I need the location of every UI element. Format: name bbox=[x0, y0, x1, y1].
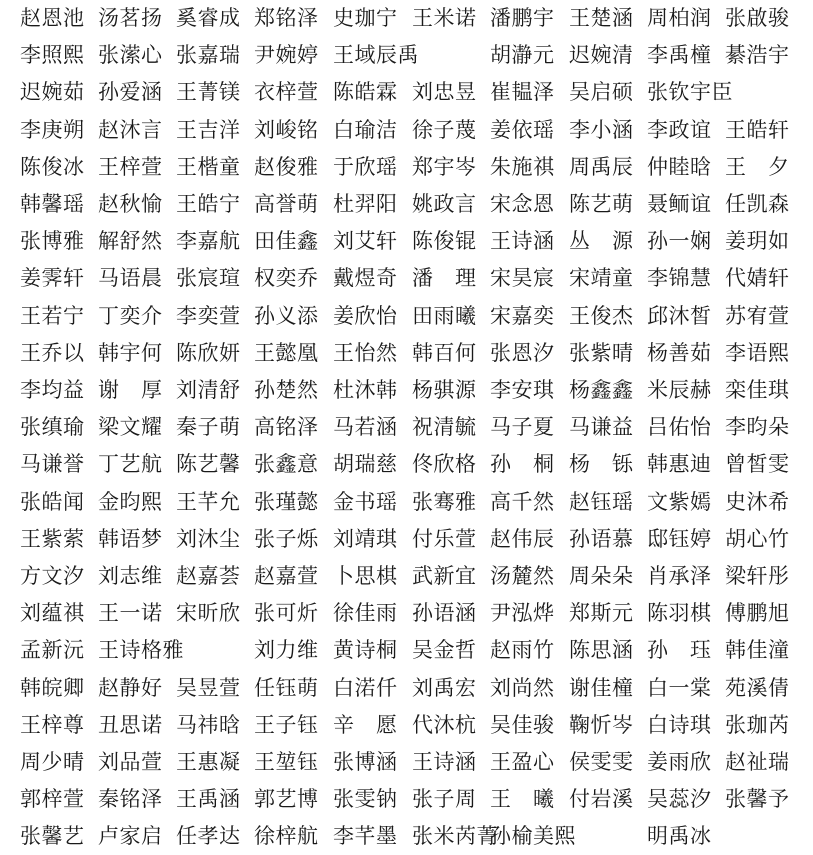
student-name: 李奕萱 bbox=[176, 303, 241, 328]
student-name: 黄诗桐 bbox=[333, 638, 398, 663]
student-name: 张皓闻 bbox=[20, 489, 85, 514]
student-name: 杨 铄 bbox=[569, 452, 634, 477]
student-name: 代沐杭 bbox=[412, 712, 477, 737]
student-name: 田雨曦 bbox=[412, 303, 477, 328]
student-name: 王盈心 bbox=[490, 750, 555, 774]
name-row bbox=[0, 186, 813, 223]
student-name: 邸钰婷 bbox=[647, 526, 712, 551]
student-name: 孙爱涵 bbox=[98, 80, 163, 105]
student-name: 赵恩池 bbox=[20, 6, 85, 30]
student-name: 姜玥如 bbox=[725, 229, 790, 254]
student-name: 陈艺萌 bbox=[569, 192, 634, 216]
student-name: 赵俊雅 bbox=[254, 154, 319, 179]
student-name: 徐子蔑 bbox=[412, 117, 477, 142]
student-name: 赵祉瑞 bbox=[725, 750, 790, 774]
student-name: 马祎晗 bbox=[176, 712, 241, 737]
student-name: 尹婉婷 bbox=[254, 43, 319, 68]
student-name: 韩惠迪 bbox=[647, 452, 712, 477]
student-name: 刘沐尘 bbox=[176, 526, 241, 551]
student-name: 王紫萦 bbox=[20, 526, 85, 551]
student-name: 周柏润 bbox=[647, 6, 712, 30]
student-name: 赵沐言 bbox=[98, 117, 163, 142]
student-name: 孙义添 bbox=[254, 303, 319, 328]
student-name: 吴佳骏 bbox=[490, 712, 555, 737]
student-name: 王懿凰 bbox=[254, 340, 319, 365]
student-name: 赵雨竹 bbox=[490, 638, 555, 663]
student-name: 赵静好 bbox=[98, 675, 163, 700]
student-name: 孙 桐 bbox=[490, 452, 555, 477]
student-name: 徐梓航 bbox=[254, 824, 319, 849]
student-name: 郑斯元 bbox=[569, 601, 634, 626]
student-name: 张米芮菁 bbox=[412, 824, 498, 849]
student-name: 陈欣妍 bbox=[176, 340, 241, 365]
student-name: 赵嘉萱 bbox=[254, 564, 319, 588]
student-name: 任钰萌 bbox=[254, 675, 319, 700]
student-name: 胡瀞元 bbox=[490, 43, 555, 68]
student-name: 仲睦晗 bbox=[647, 154, 712, 179]
name-row bbox=[0, 298, 813, 335]
student-name: 吴启硕 bbox=[569, 80, 634, 105]
student-name: 付岩溪 bbox=[569, 787, 634, 812]
student-name: 陈羽棋 bbox=[647, 601, 712, 626]
student-name: 鞠忻岑 bbox=[569, 712, 634, 737]
student-name: 邱沐皙 bbox=[647, 303, 712, 328]
student-name: 张钦宇臣 bbox=[647, 80, 733, 105]
student-name: 傅鹏旭 bbox=[725, 601, 790, 626]
student-name: 吴金哲 bbox=[412, 638, 477, 663]
student-name: 戴煜奇 bbox=[333, 266, 398, 291]
student-name: 刘清舒 bbox=[176, 378, 241, 402]
student-name: 姜雨欣 bbox=[647, 750, 712, 774]
student-name: 尹泓烨 bbox=[490, 601, 555, 626]
name-row bbox=[0, 521, 813, 558]
student-name: 王米诺 bbox=[412, 6, 477, 30]
student-name: 韩佳潼 bbox=[725, 638, 790, 663]
student-name: 杜羿阳 bbox=[333, 192, 398, 216]
student-name: 宋念恩 bbox=[490, 192, 555, 216]
student-name: 苏宥萱 bbox=[725, 303, 790, 328]
student-name: 卜思棋 bbox=[333, 564, 398, 588]
student-name: 马谦益 bbox=[569, 415, 634, 440]
student-name: 米辰赫 bbox=[647, 378, 712, 402]
student-name: 丁艺航 bbox=[98, 452, 163, 477]
student-name: 王惠凝 bbox=[176, 750, 241, 774]
student-name: 马谦誉 bbox=[20, 452, 85, 477]
student-name: 肖承泽 bbox=[647, 564, 712, 588]
name-row bbox=[0, 74, 813, 111]
student-name: 张宸瑄 bbox=[176, 266, 241, 291]
student-name: 高千然 bbox=[490, 489, 555, 514]
student-name: 王 曦 bbox=[490, 787, 555, 812]
name-row bbox=[0, 0, 813, 37]
student-name: 郭梓萱 bbox=[20, 787, 85, 812]
student-name: 杨善茹 bbox=[647, 340, 712, 365]
student-name: 王禹涵 bbox=[176, 787, 241, 812]
student-name: 崔韫泽 bbox=[490, 80, 555, 105]
student-name: 张紫晴 bbox=[569, 340, 634, 365]
student-name: 高誉萌 bbox=[254, 192, 319, 216]
student-name: 白诗琪 bbox=[647, 712, 712, 737]
student-name: 周禹辰 bbox=[569, 154, 634, 179]
student-name: 张珈芮 bbox=[725, 712, 790, 737]
student-name: 李昀朵 bbox=[725, 415, 790, 440]
student-name: 金书瑶 bbox=[333, 489, 398, 514]
student-name: 韩皖卿 bbox=[20, 675, 85, 700]
student-name: 白瑜洁 bbox=[333, 117, 398, 142]
student-name: 姜欣怡 bbox=[333, 303, 398, 328]
student-name: 李照熙 bbox=[20, 43, 85, 68]
student-name: 王皓宁 bbox=[176, 192, 241, 216]
student-name: 王子钰 bbox=[254, 712, 319, 737]
student-name: 张瑾懿 bbox=[254, 489, 319, 514]
student-name: 王乔以 bbox=[20, 340, 85, 365]
student-name: 刘峻铭 bbox=[254, 117, 319, 142]
student-name: 李小涵 bbox=[569, 117, 634, 142]
student-name: 王诗格雅 bbox=[98, 638, 184, 663]
student-name: 韩百何 bbox=[412, 340, 477, 365]
student-name: 马子夏 bbox=[490, 415, 555, 440]
student-name: 韩宇何 bbox=[98, 340, 163, 365]
student-name: 胡瑞慈 bbox=[333, 452, 398, 477]
student-name: 付乐萱 bbox=[412, 526, 477, 551]
student-name: 张子烁 bbox=[254, 526, 319, 551]
student-name: 史珈宁 bbox=[333, 6, 398, 30]
name-row bbox=[0, 37, 813, 74]
student-name: 解舒然 bbox=[98, 229, 163, 254]
student-name: 李锦慧 bbox=[647, 266, 712, 291]
name-row bbox=[0, 372, 813, 409]
student-name: 马若涵 bbox=[333, 415, 398, 440]
student-name: 姜依瑶 bbox=[490, 117, 555, 142]
student-name: 姚政言 bbox=[412, 192, 477, 216]
student-name: 孙语涵 bbox=[412, 601, 477, 626]
student-name: 赵伟辰 bbox=[490, 526, 555, 551]
student-name: 王诗涵 bbox=[412, 750, 477, 774]
name-row bbox=[0, 484, 813, 521]
student-name: 孙 珏 bbox=[647, 638, 712, 663]
student-name: 侯雯雯 bbox=[569, 750, 634, 774]
student-name: 李政谊 bbox=[647, 117, 712, 142]
student-name: 张鑫意 bbox=[254, 452, 319, 477]
student-name: 张骞雅 bbox=[412, 489, 477, 514]
name-row bbox=[0, 595, 813, 632]
student-name: 孙榆美熙 bbox=[490, 824, 576, 849]
student-name: 孙语慕 bbox=[569, 526, 634, 551]
student-name: 卢家启 bbox=[98, 824, 163, 849]
student-name: 陈皓霖 bbox=[333, 80, 398, 105]
student-name: 郭艺博 bbox=[254, 787, 319, 812]
student-name: 汤茗扬 bbox=[98, 6, 163, 30]
student-name: 丁奕介 bbox=[98, 303, 163, 328]
name-row bbox=[0, 409, 813, 446]
student-name: 韩馨瑶 bbox=[20, 192, 85, 216]
student-name: 张子周 bbox=[412, 787, 477, 812]
student-name: 文紫嫣 bbox=[647, 489, 712, 514]
student-name: 韩语梦 bbox=[98, 526, 163, 551]
student-name: 王楚涵 bbox=[569, 6, 634, 30]
name-row bbox=[0, 558, 813, 595]
student-name: 陈思涵 bbox=[569, 638, 634, 663]
student-name: 徐佳雨 bbox=[333, 601, 398, 626]
student-name: 赵秋愉 bbox=[98, 192, 163, 216]
student-name: 李庚朔 bbox=[20, 117, 85, 142]
student-name: 明禹冰 bbox=[647, 824, 712, 849]
student-name: 方文汐 bbox=[20, 564, 85, 588]
student-name: 王诗涵 bbox=[490, 229, 555, 254]
student-name: 高铭泽 bbox=[254, 415, 319, 440]
student-name: 刘靖琪 bbox=[333, 526, 398, 551]
student-name: 杨鑫鑫 bbox=[569, 378, 634, 402]
student-name: 丑思诺 bbox=[98, 712, 163, 737]
student-name: 李嘉航 bbox=[176, 229, 241, 254]
student-name: 梁轩彤 bbox=[725, 564, 790, 588]
name-row bbox=[0, 632, 813, 669]
student-name: 张啟骏 bbox=[725, 6, 790, 30]
student-name: 聂鲕谊 bbox=[647, 192, 712, 216]
student-name: 王俊杰 bbox=[569, 303, 634, 328]
student-name: 任孝达 bbox=[176, 824, 241, 849]
student-name: 王堃钰 bbox=[254, 750, 319, 774]
student-name: 王若宁 bbox=[20, 303, 85, 328]
name-row bbox=[0, 260, 813, 297]
student-name: 张恩汐 bbox=[490, 340, 555, 365]
student-name: 陈俊冰 bbox=[20, 154, 85, 179]
student-name: 武新宜 bbox=[412, 564, 477, 588]
student-name: 刘禹宏 bbox=[412, 675, 477, 700]
student-name: 李安琪 bbox=[490, 378, 555, 402]
student-name: 宋靖童 bbox=[569, 266, 634, 291]
student-name: 张雯钠 bbox=[333, 787, 398, 812]
student-name: 朱施祺 bbox=[490, 154, 555, 179]
student-name: 谢 厚 bbox=[98, 378, 163, 402]
name-row bbox=[0, 112, 813, 149]
student-name: 李芊墨 bbox=[333, 824, 398, 849]
student-name: 王菁镁 bbox=[176, 80, 241, 105]
student-name: 周少晴 bbox=[20, 750, 85, 774]
student-name: 曾皙雯 bbox=[725, 452, 790, 477]
student-name: 郑铭泽 bbox=[254, 6, 319, 30]
student-name: 张馨艺 bbox=[20, 824, 85, 849]
student-name: 陈艺馨 bbox=[176, 452, 241, 477]
student-name: 王梓尊 bbox=[20, 712, 85, 737]
name-row bbox=[0, 744, 813, 781]
student-name: 张嘉瑞 bbox=[176, 43, 241, 68]
student-name: 孙一娴 bbox=[647, 229, 712, 254]
student-name: 刘忠昱 bbox=[412, 80, 477, 105]
name-row bbox=[0, 707, 813, 744]
student-name: 刘尚然 bbox=[490, 675, 555, 700]
student-name: 于欣瑶 bbox=[333, 154, 398, 179]
student-name: 胡心竹 bbox=[725, 526, 790, 551]
student-name: 田佳鑫 bbox=[254, 229, 319, 254]
student-name: 王域辰禹 bbox=[333, 43, 419, 68]
student-name: 丛 源 bbox=[569, 229, 634, 254]
student-name: 张潆心 bbox=[98, 43, 163, 68]
student-name: 祝清毓 bbox=[412, 415, 477, 440]
student-name: 迟婉清 bbox=[569, 43, 634, 68]
student-name: 张馨予 bbox=[725, 787, 790, 812]
name-row bbox=[0, 335, 813, 372]
student-name: 李语熙 bbox=[725, 340, 790, 365]
student-name: 白一棠 bbox=[647, 675, 712, 700]
student-name: 宋昊宸 bbox=[490, 266, 555, 291]
student-name: 宋昕欣 bbox=[176, 601, 241, 626]
student-name: 辛 愿 bbox=[333, 712, 398, 737]
student-name: 白渃仟 bbox=[333, 675, 398, 700]
student-name: 汤麓然 bbox=[490, 564, 555, 588]
name-row bbox=[0, 223, 813, 260]
student-name: 刘品萱 bbox=[98, 750, 163, 774]
student-name: 李禹橦 bbox=[647, 43, 712, 68]
student-name: 吕佑怡 bbox=[647, 415, 712, 440]
student-name: 王梓萱 bbox=[98, 154, 163, 179]
student-name: 宋嘉奕 bbox=[490, 303, 555, 328]
name-row bbox=[0, 781, 813, 818]
student-name: 王楷童 bbox=[176, 154, 241, 179]
student-name: 杨骐源 bbox=[412, 378, 477, 402]
student-name: 李均益 bbox=[20, 378, 85, 402]
student-name: 秦铭泽 bbox=[98, 787, 163, 812]
student-name: 张可炘 bbox=[254, 601, 319, 626]
student-name: 赵嘉荟 bbox=[176, 564, 241, 588]
student-name: 刘志维 bbox=[98, 564, 163, 588]
student-name: 潘 理 bbox=[412, 266, 477, 291]
student-name: 赵钰瑶 bbox=[569, 489, 634, 514]
student-name: 綦浩宇 bbox=[725, 43, 790, 68]
student-name: 吴蕊汐 bbox=[647, 787, 712, 812]
student-name: 王吉洋 bbox=[176, 117, 241, 142]
student-name: 奚睿成 bbox=[176, 6, 241, 30]
student-name: 张缜瑜 bbox=[20, 415, 85, 440]
student-name: 权奕乔 bbox=[254, 266, 319, 291]
student-name: 迟婉茹 bbox=[20, 80, 85, 105]
student-name: 金昀熙 bbox=[98, 489, 163, 514]
student-name: 张博涵 bbox=[333, 750, 398, 774]
student-name: 谢佳橦 bbox=[569, 675, 634, 700]
student-name: 梁文耀 bbox=[98, 415, 163, 440]
student-name: 郑宇岑 bbox=[412, 154, 477, 179]
student-name: 王一诺 bbox=[98, 601, 163, 626]
student-name: 栾佳琪 bbox=[725, 378, 790, 402]
student-name: 王怡然 bbox=[333, 340, 398, 365]
student-name: 张博雅 bbox=[20, 229, 85, 254]
student-name: 杜沐韩 bbox=[333, 378, 398, 402]
student-name: 佟欣格 bbox=[412, 452, 477, 477]
student-name: 衣梓萱 bbox=[254, 80, 319, 105]
student-name: 秦子萌 bbox=[176, 415, 241, 440]
student-name: 刘力维 bbox=[254, 638, 319, 663]
name-row bbox=[0, 670, 813, 707]
student-name: 陈俊锟 bbox=[412, 229, 477, 254]
student-name: 任凯森 bbox=[725, 192, 790, 216]
student-name: 王皓轩 bbox=[725, 117, 790, 142]
student-name: 史沐希 bbox=[725, 489, 790, 514]
student-name: 孙楚然 bbox=[254, 378, 319, 402]
student-name: 孟新沅 bbox=[20, 638, 85, 663]
student-name: 刘艾轩 bbox=[333, 229, 398, 254]
student-name: 代婧轩 bbox=[725, 266, 790, 291]
student-name: 姜霁轩 bbox=[20, 266, 85, 291]
student-name: 苑溪倩 bbox=[725, 675, 790, 700]
name-row bbox=[0, 818, 813, 855]
student-name: 潘鹏宇 bbox=[490, 6, 555, 30]
student-name: 马语晨 bbox=[98, 266, 163, 291]
name-row bbox=[0, 446, 813, 483]
student-name: 刘蕴祺 bbox=[20, 601, 85, 626]
student-name: 王芊允 bbox=[176, 489, 241, 514]
name-row bbox=[0, 149, 813, 186]
student-name: 吴昱萱 bbox=[176, 675, 241, 700]
student-name: 周朵朵 bbox=[569, 564, 634, 588]
student-name: 王 夕 bbox=[725, 154, 790, 179]
